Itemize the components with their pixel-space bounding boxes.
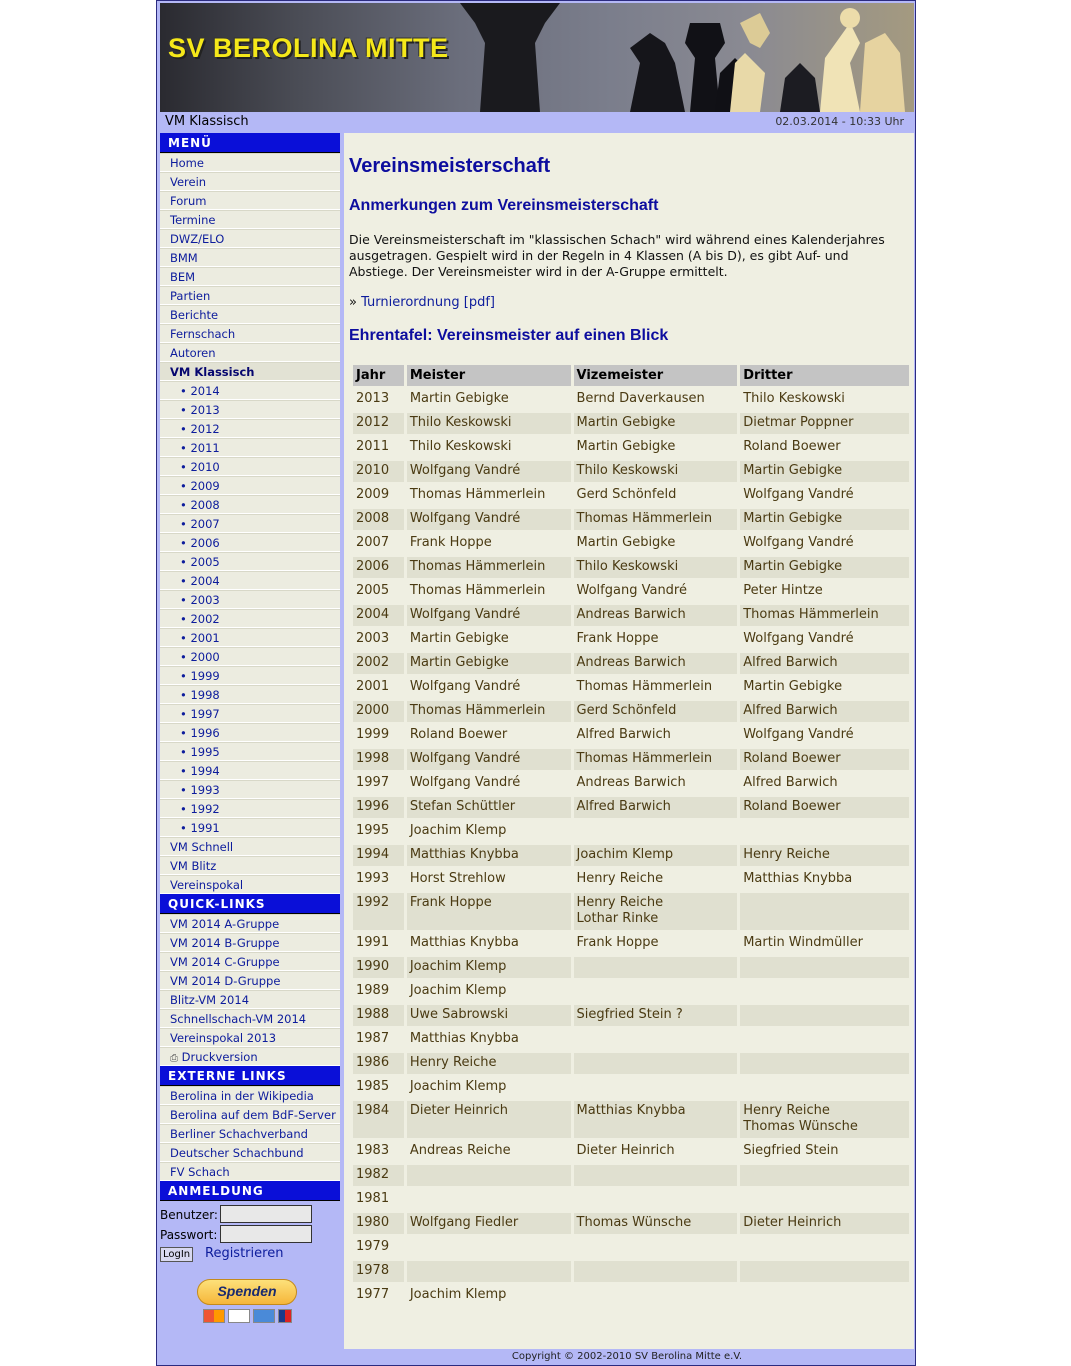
table-cell: Thomas Hämmerlein <box>576 679 713 694</box>
table-cell: Wolfgang Vandré <box>743 535 854 550</box>
column-header: Jahr <box>353 365 404 386</box>
table-row <box>353 1237 909 1258</box>
table-cell <box>574 981 738 1002</box>
quicklink-item[interactable]: VM 2014 C-Gruppe <box>160 952 340 971</box>
table-cell: 1981 <box>356 1191 390 1206</box>
menu-item[interactable]: VM Schnell <box>160 837 340 856</box>
table-header-row <box>353 365 909 386</box>
table-row <box>353 1261 909 1282</box>
table-cell: Thilo Keskowski <box>743 391 845 406</box>
password-label: Passwort: <box>160 1228 218 1242</box>
table-cell: Henry Reiche Lothar Rinke <box>574 893 738 930</box>
table-cell: 1999 <box>356 727 390 742</box>
table-cell: Wolfgang Vandré <box>743 727 854 742</box>
table-cell <box>574 957 738 978</box>
table-cell: Martin Gebigke <box>576 439 676 454</box>
table-cell <box>740 1189 909 1210</box>
datetime: 02.03.2014 - 10:33 Uhr <box>775 115 904 128</box>
table-cell: 2001 <box>356 679 390 694</box>
table-cell: Wolfgang Vandré <box>743 487 854 502</box>
table-cell <box>740 1165 909 1186</box>
login-form <box>160 1201 340 1265</box>
table-cell: Henry Reiche <box>407 1053 571 1074</box>
menu-subitem-year[interactable]: • 1991 <box>160 818 340 837</box>
external-link-item[interactable]: Berolina in der Wikipedia <box>160 1086 340 1105</box>
table-row <box>353 1053 909 1074</box>
table-cell: Alfred Barwich <box>740 653 909 674</box>
page-title: Vereinsmeisterschaft <box>349 155 551 177</box>
login-button[interactable]: LogIn <box>160 1247 193 1262</box>
menu-subitem-year[interactable]: • 2006 <box>160 533 340 552</box>
table-cell: Roland Boewer <box>740 749 909 770</box>
table-cell <box>574 1285 738 1306</box>
table-cell: 2005 <box>356 583 390 598</box>
menu-heading: MENÜ <box>160 133 340 153</box>
table-cell: Alfred Barwich <box>576 727 671 742</box>
table-cell: 2009 <box>356 487 390 502</box>
menu-subitem-year[interactable]: • 1996 <box>160 723 340 742</box>
table-cell: Henry Reiche <box>576 871 664 886</box>
table-cell: Thilo Keskowski <box>407 413 571 434</box>
table-cell: Gerd Schönfeld <box>576 487 677 502</box>
table-cell: Uwe Sabrowski <box>407 1005 571 1026</box>
printer-icon: ⎙ <box>170 1053 178 1064</box>
quicklink-item[interactable]: Vereinspokal 2013 <box>160 1028 340 1047</box>
table-cell: 1980 <box>353 1213 404 1234</box>
menu-item[interactable]: Home <box>160 153 340 172</box>
table-cell <box>740 821 909 842</box>
table-cell: Dieter Heinrich <box>407 1101 571 1138</box>
table-cell: Martin Gebigke <box>409 631 509 646</box>
table-cell: 1979 <box>356 1239 390 1254</box>
table-cell: 2007 <box>356 535 390 550</box>
table-row <box>353 725 909 746</box>
champions-table <box>350 362 912 1309</box>
menu-subitem-year[interactable]: • 2013 <box>160 400 340 419</box>
table-cell <box>740 1261 909 1282</box>
table-cell: 1990 <box>353 957 404 978</box>
table-cell: Thilo Keskowski <box>574 557 738 578</box>
table-cell: Wolfgang Vandré <box>409 679 521 694</box>
menu-subitem-year[interactable]: • 2004 <box>160 571 340 590</box>
table-cell: Dieter Heinrich <box>740 1213 909 1234</box>
table-cell: 1993 <box>356 871 390 886</box>
table-cell: Thomas Hämmerlein <box>740 605 909 626</box>
table-cell: Thilo Keskowski <box>409 439 512 454</box>
table-cell: Martin Gebigke <box>743 679 843 694</box>
table-row <box>353 605 909 626</box>
menu-list <box>160 153 340 894</box>
table-cell: Wolfgang Vandré <box>407 605 571 626</box>
table-row <box>353 413 909 434</box>
page-frame <box>156 0 916 1366</box>
rules-pdf-link[interactable]: Turnierordnung [pdf] <box>361 295 495 310</box>
table-row <box>353 749 909 770</box>
table-cell: 2004 <box>353 605 404 626</box>
table-cell: Matthias Knybba <box>574 1101 738 1138</box>
current-section: VM Klassisch <box>165 114 249 129</box>
table-cell: Peter Hintze <box>743 583 823 598</box>
table-row <box>353 893 909 930</box>
table-row <box>353 437 909 458</box>
table-cell: Martin Gebigke <box>740 557 909 578</box>
table-cell: 1986 <box>353 1053 404 1074</box>
table-cell: 1995 <box>356 823 390 838</box>
table-cell: 1983 <box>356 1143 390 1158</box>
table-cell: Horst Strehlow <box>409 871 506 886</box>
table-cell <box>574 1189 738 1210</box>
donate-button[interactable]: Spenden <box>197 1279 297 1305</box>
table-cell <box>574 1077 738 1098</box>
table-cell: Frank Hoppe <box>407 893 571 930</box>
external-link-item[interactable]: FV Schach <box>160 1162 340 1181</box>
table-cell: Martin Gebigke <box>740 509 909 530</box>
site-logo[interactable]: SV BEROLINA MITTE <box>168 33 449 63</box>
menu-item[interactable]: VM Blitz <box>160 856 340 875</box>
table-cell: Frank Hoppe <box>576 935 659 950</box>
table-row <box>353 981 909 1002</box>
menu-item-active[interactable]: VM Klassisch <box>160 362 340 381</box>
menu-subitem-year[interactable]: • 1999 <box>160 666 340 685</box>
table-row <box>353 1005 909 1026</box>
table-row <box>353 869 909 890</box>
table-cell: Joachim Klemp <box>409 1287 507 1302</box>
table-row <box>353 845 909 866</box>
table-cell: 1997 <box>356 775 390 790</box>
quicklink-item[interactable]: VM 2014 B-Gruppe <box>160 933 340 952</box>
table-cell: Martin Gebigke <box>576 535 676 550</box>
table-cell: Thomas Hämmerlein <box>407 557 571 578</box>
top-bar <box>160 112 914 132</box>
menu-item[interactable]: Fernschach <box>160 324 340 343</box>
menu-subitem-year[interactable]: • 1998 <box>160 685 340 704</box>
table-row <box>353 957 909 978</box>
honor-roll-heading: Ehrentafel: Vereinsmeister auf einen Blick <box>349 327 669 344</box>
column-header: Meister <box>407 365 571 386</box>
table-cell <box>740 893 909 930</box>
table-cell: Thomas Hämmerlein <box>409 487 546 502</box>
rules-link-row <box>349 295 495 310</box>
table-cell: Thilo Keskowski <box>574 461 738 482</box>
table-cell <box>407 1189 571 1210</box>
menu-subitem-year[interactable]: • 2012 <box>160 419 340 438</box>
table-cell <box>574 1053 738 1074</box>
table-cell: 2000 <box>353 701 404 722</box>
table-cell: Joachim Klemp <box>409 983 507 998</box>
table-cell: 1994 <box>353 845 404 866</box>
menu-subitem-year[interactable]: • 2000 <box>160 647 340 666</box>
table-cell: Dieter Heinrich <box>576 1143 675 1158</box>
table-cell: Martin Gebigke <box>407 653 571 674</box>
table-cell: 2012 <box>353 413 404 434</box>
notes-heading: Anmerkungen zum Vereinsmeisterschaft <box>349 197 659 214</box>
table-cell: 1989 <box>356 983 390 998</box>
table-cell: Frank Hoppe <box>409 535 492 550</box>
table-row <box>353 653 909 674</box>
table-cell: 2011 <box>356 439 390 454</box>
table-row <box>353 1189 909 1210</box>
table-cell: 1991 <box>356 935 390 950</box>
table-row <box>353 773 909 794</box>
table-cell: Martin Gebigke <box>740 461 909 482</box>
table-cell: Alfred Barwich <box>574 797 738 818</box>
table-cell: Wolfgang Vandré <box>576 583 687 598</box>
menu-item[interactable]: Forum <box>160 191 340 210</box>
table-cell: Andreas Reiche <box>409 1143 511 1158</box>
table-row <box>353 1029 909 1050</box>
table-cell <box>574 1029 738 1050</box>
table-cell: 1978 <box>353 1261 404 1282</box>
table-row <box>353 389 909 410</box>
menu-subitem-year[interactable]: • 2009 <box>160 476 340 495</box>
menu-subitem-year[interactable]: • 2010 <box>160 457 340 476</box>
table-cell: Joachim Klemp <box>407 957 571 978</box>
menu-subitem-year[interactable]: • 2001 <box>160 628 340 647</box>
table-cell: Frank Hoppe <box>576 631 659 646</box>
table-cell: Dietmar Poppner <box>740 413 909 434</box>
quicklink-item[interactable]: Blitz-VM 2014 <box>160 990 340 1009</box>
table-cell: 1987 <box>356 1031 390 1046</box>
table-cell: Gerd Schönfeld <box>574 701 738 722</box>
menu-subitem-year[interactable]: • 2002 <box>160 609 340 628</box>
table-cell: Wolfgang Vandré <box>407 749 571 770</box>
menu-subitem-year[interactable]: • 2014 <box>160 381 340 400</box>
table-row <box>353 485 909 506</box>
menu-subitem-year[interactable]: • 2005 <box>160 552 340 571</box>
table-cell: Stefan Schüttler <box>407 797 571 818</box>
quicklink-item[interactable]: Schnellschach-VM 2014 <box>160 1009 340 1028</box>
amex-icon <box>253 1309 275 1323</box>
table-row <box>353 1141 909 1162</box>
table-cell: Thomas Hämmerlein <box>574 509 738 530</box>
external-link-item[interactable]: Berliner Schachverband <box>160 1124 340 1143</box>
table-cell <box>740 981 909 1002</box>
quicklink-item[interactable]: VM 2014 A-Gruppe <box>160 914 340 933</box>
table-cell <box>407 1165 571 1186</box>
table-cell: Roland Boewer <box>740 797 909 818</box>
menu-subitem-year[interactable]: • 1994 <box>160 761 340 780</box>
table-row <box>353 701 909 722</box>
quicklinks-list <box>160 914 340 1047</box>
main-content <box>344 133 914 1349</box>
menu-item[interactable]: Vereinspokal <box>160 875 340 894</box>
table-row <box>353 1101 909 1138</box>
table-cell <box>740 1053 909 1074</box>
menu-item[interactable]: BMM <box>160 248 340 267</box>
table-cell: Wolfgang Vandré <box>407 461 571 482</box>
table-cell: Wolfgang Vandré <box>743 631 854 646</box>
menu-subitem-year[interactable]: • 1997 <box>160 704 340 723</box>
table-cell: Joachim Klemp <box>409 1079 507 1094</box>
table-cell: 2002 <box>353 653 404 674</box>
table-row <box>353 461 909 482</box>
table-cell: Alfred Barwich <box>743 775 838 790</box>
table-cell: 1985 <box>356 1079 390 1094</box>
table-row <box>353 821 909 842</box>
password-input[interactable] <box>220 1225 312 1243</box>
table-row <box>353 1077 909 1098</box>
menu-subitem-year[interactable]: • 2007 <box>160 514 340 533</box>
username-input[interactable] <box>220 1205 312 1223</box>
table-cell: 1996 <box>353 797 404 818</box>
table-cell: 2010 <box>353 461 404 482</box>
intro-text: Die Vereinsmeisterschaft im "klassischen Schach" wird während eines Kalenderjahres ausgetragen. Gespielt wird in der Regeln in 4 Klassen (A bis D), es gibt Auf- und Abstiege. Der Vereinsmeister wird in der A-Gruppe ermittelt. <box>349 232 885 279</box>
footer-copyright: Copyright © 2002-2010 SV Berolina Mitte e.V. <box>511 1351 743 1362</box>
table-cell: Matthias Knybba <box>407 845 571 866</box>
menu-subitem-year[interactable]: • 2011 <box>160 438 340 457</box>
table-cell: 1984 <box>353 1101 404 1138</box>
table-cell: 1988 <box>353 1005 404 1026</box>
external-links-list <box>160 1086 340 1181</box>
table-cell: Henry Reiche <box>740 845 909 866</box>
table-row <box>353 509 909 530</box>
table-row <box>353 797 909 818</box>
table-cell: 2013 <box>356 391 390 406</box>
print-version-link[interactable] <box>160 1047 340 1066</box>
site-banner <box>160 3 914 112</box>
menu-subitem-year[interactable]: • 2003 <box>160 590 340 609</box>
table-cell: Thomas Hämmerlein <box>574 749 738 770</box>
table-cell <box>740 1237 909 1258</box>
table-cell: Matthias Knybba <box>409 1031 519 1046</box>
table-cell: Roland Boewer <box>409 727 508 742</box>
table-cell: 1992 <box>353 893 404 930</box>
sidebar <box>160 133 340 1335</box>
table-cell <box>740 957 909 978</box>
table-cell: Siegfried Stein ? <box>574 1005 738 1026</box>
table-cell <box>407 1237 571 1258</box>
link-bullet: » <box>349 295 362 310</box>
menu-item[interactable]: BEM <box>160 267 340 286</box>
table-cell: Andreas Barwich <box>574 653 738 674</box>
table-cell: 1998 <box>353 749 404 770</box>
menu-subitem-year[interactable]: • 2008 <box>160 495 340 514</box>
menu-subitem-year[interactable]: • 1993 <box>160 780 340 799</box>
quicklink-item[interactable]: VM 2014 D-Gruppe <box>160 971 340 990</box>
table-row <box>353 1285 909 1306</box>
menu-subitem-year[interactable]: • 1995 <box>160 742 340 761</box>
table-row <box>353 1213 909 1234</box>
table-row <box>353 933 909 954</box>
table-row <box>353 677 909 698</box>
menu-item[interactable]: Verein <box>160 172 340 191</box>
table-cell: 1982 <box>353 1165 404 1186</box>
table-cell: Andreas Barwich <box>574 605 738 626</box>
table-cell: Siegfried Stein <box>743 1143 839 1158</box>
table-cell: Wolfgang Fiedler <box>407 1213 571 1234</box>
menu-item[interactable]: Termine <box>160 210 340 229</box>
mastercard-icon <box>203 1309 225 1323</box>
table-cell <box>574 821 738 842</box>
table-cell: 2003 <box>356 631 390 646</box>
table-row <box>353 629 909 650</box>
table-cell: Thomas Wünsche <box>574 1213 738 1234</box>
menu-item[interactable]: DWZ/ELO <box>160 229 340 248</box>
table-cell: Martin Gebigke <box>574 413 738 434</box>
external-links-heading: EXTERNE LINKS <box>160 1066 340 1086</box>
table-cell: Matthias Knybba <box>409 935 519 950</box>
payment-cards <box>203 1309 295 1323</box>
table-row <box>353 557 909 578</box>
table-cell: Wolfgang Vandré <box>407 509 571 530</box>
external-link-item[interactable]: Deutscher Schachbund <box>160 1143 340 1162</box>
menu-item[interactable]: Autoren <box>160 343 340 362</box>
table-cell: Thomas Hämmerlein <box>407 701 571 722</box>
table-cell: Joachim Klemp <box>409 823 507 838</box>
menu-subitem-year[interactable]: • 1992 <box>160 799 340 818</box>
table-cell: Wolfgang Vandré <box>409 775 521 790</box>
table-cell <box>574 1237 738 1258</box>
table-cell: 2006 <box>353 557 404 578</box>
external-link-item[interactable]: Berolina auf dem BdF-Server <box>160 1105 340 1124</box>
column-header: Dritter <box>740 365 909 386</box>
table-cell: Roland Boewer <box>743 439 841 454</box>
table-body <box>353 389 909 1306</box>
quicklinks-heading: QUICK-LINKS <box>160 894 340 914</box>
table-cell: Alfred Barwich <box>740 701 909 722</box>
table-cell <box>740 1285 909 1306</box>
register-link[interactable]: Registrieren <box>205 1246 284 1261</box>
menu-item[interactable]: Partien <box>160 286 340 305</box>
table-cell: Henry Reiche Thomas Wünsche <box>740 1101 909 1138</box>
table-cell <box>740 1077 909 1098</box>
visa-icon <box>228 1309 250 1323</box>
table-cell: Matthias Knybba <box>743 871 853 886</box>
table-cell <box>407 1261 571 1282</box>
table-row <box>353 1165 909 1186</box>
menu-item[interactable]: Berichte <box>160 305 340 324</box>
table-cell <box>574 1261 738 1282</box>
table-cell: Martin Gebigke <box>409 391 509 406</box>
print-version-label: Druckversion <box>181 1050 258 1064</box>
column-header: Vizemeister <box>574 365 738 386</box>
table-cell <box>574 1165 738 1186</box>
table-cell: Andreas Barwich <box>576 775 686 790</box>
table-row <box>353 533 909 554</box>
table-cell: 1977 <box>356 1287 390 1302</box>
table-cell: Thomas Hämmerlein <box>409 583 546 598</box>
username-label: Benutzer: <box>160 1208 218 1222</box>
table-cell <box>740 1005 909 1026</box>
table-row <box>353 581 909 602</box>
table-cell: Joachim Klemp <box>574 845 738 866</box>
table-cell: Bernd Daverkausen <box>576 391 705 406</box>
table-cell: 2008 <box>353 509 404 530</box>
table-cell: Martin Windmüller <box>743 935 863 950</box>
ec-card-icon <box>278 1309 292 1323</box>
table-cell <box>740 1029 909 1050</box>
login-heading: ANMELDUNG <box>160 1181 340 1201</box>
